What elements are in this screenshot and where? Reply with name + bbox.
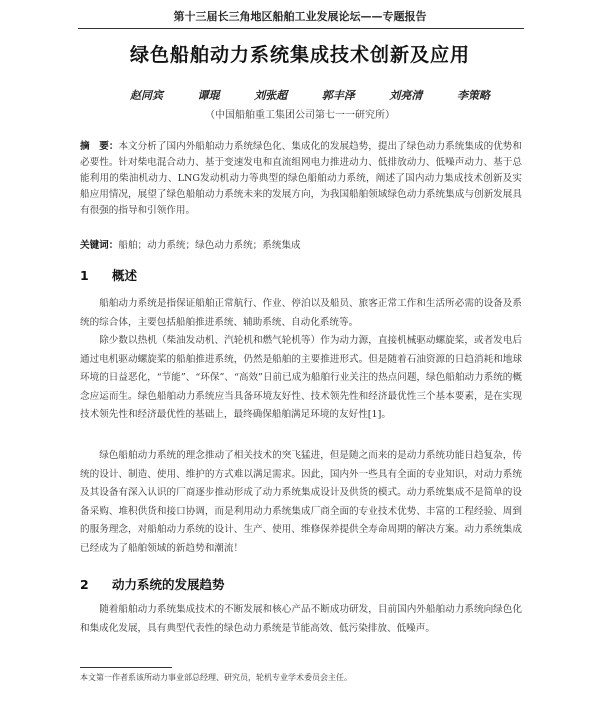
body-paragraph: 绿色船舶动力系统的理念推动了相关技术的突飞猛进，但是随之而来的是动力系统功能日趋复杂，传统的设计、制造、使用、维护的方式难以满足需求。因此，国内外一些具有全面的专业知识，对动力系统及其设备有深入认识的厂商逐步推动形成了动力系统集成设计及供货的模式。动力系统集成不是简单的设备采购、堆积供货和接口协调，而是利用动力系统集成厂商全面的专业技术优势、丰富的工程经验、周到的服务理念，对船舶动力系统的设计、生产、使用、维修保养提供全寿命周期的解决方案。动力系统集成已经成为了船舶领域的新趋势和潮流！ (80, 450, 522, 554)
author-name: 李策略 (456, 89, 490, 102)
author-name: 刘张超 (254, 89, 288, 102)
abstract (80, 139, 522, 219)
paper-title: 绿色船舶动力系统集成技术创新及应用 (129, 44, 470, 66)
section-number: 1 (80, 268, 89, 283)
keywords (80, 238, 522, 254)
section-title: 概述 (112, 268, 138, 283)
footnote-rule (80, 667, 172, 668)
running-header: 第十三届长三角地区船舶工业发展论坛——专题报告 (173, 10, 427, 23)
author-list (130, 87, 490, 103)
abstract-label: 摘 要： (80, 141, 119, 152)
author-name: 刘亮清 (389, 89, 423, 102)
body-paragraph: 除少数以热机（柴油发动机、汽轮机和燃气轮机等）作为动力源，直接机械驱动螺旋桨，或者发电后通过电机驱动螺旋桨的船舶推进系统，仍然是船舶的主要推进形式。但是随着石油资源的日趋消耗和地球环境的日益恶化，“节能”、“环保”、“高效”日前已成为船舶行业关注的热点问题，绿色船舶动力系统的概念应运而生。绿色船舶动力系统应当具备环境友好性、技术领先性和经济最优性三个基本要素，是在实现技术领先性和经济最优性的基础上，最终确保船舶满足环境的友好性[1]。 (80, 335, 522, 420)
keywords-text: 船舶；动力系统；绿色动力系统；系统集成 (118, 240, 301, 251)
affiliation: （中国船舶重工集团公司第七一一研究所） (205, 110, 395, 121)
footnote: 本文第一作者系该所动力事业部总经理、研究员，轮机专业学术委员会主任。 (80, 673, 352, 682)
body-paragraph: 随着船舶动力系统集成技术的不断发展和核心产品不断成功研发，目前国内外船舶动力系统向绿色化和集成化发展，具有典型代表性的绿色动力系统是节能高效、低污染排放、低噪声。 (80, 604, 522, 634)
header-rule (78, 28, 524, 29)
section-number: 2 (80, 577, 89, 592)
section-heading-overview (80, 266, 137, 284)
author-name: 郭丰泽 (321, 89, 355, 102)
abstract-text: 本文分析了国内外船舶动力系统绿色化、集成化的发展趋势，提出了绿色动力系统集成的优势和必要性。针对柴电混合动力、基于变速发电和直流组网电力推进动力、低排放动力、低噪声动力、基于总能利用的柴油机动力、LNG发动机动力等典型的绿色船舶动力系统，阐述了国内动力集成技术创新及实船应用情况，展望了绿色船舶动力系统未来的发展方向，为我国船舶领域绿色动力系统集成与创新发展具有很强的指导和引领作用。 (80, 141, 523, 216)
author-name: 赵同宾 (130, 89, 163, 102)
section-title: 动力系统的发展趋势 (112, 577, 225, 592)
keywords-label: 关键词： (80, 240, 119, 251)
author-name: 谭琨 (197, 89, 220, 102)
body-paragraph: 船舶动力系统是指保证船舶正常航行、作业、停泊以及船员、旅客正常工作和生活所必需的设备及系统的综合体，主要包括船舶推进系统、辅助系统、自动化系统等。 (80, 298, 522, 328)
section-heading-trends (80, 575, 225, 593)
